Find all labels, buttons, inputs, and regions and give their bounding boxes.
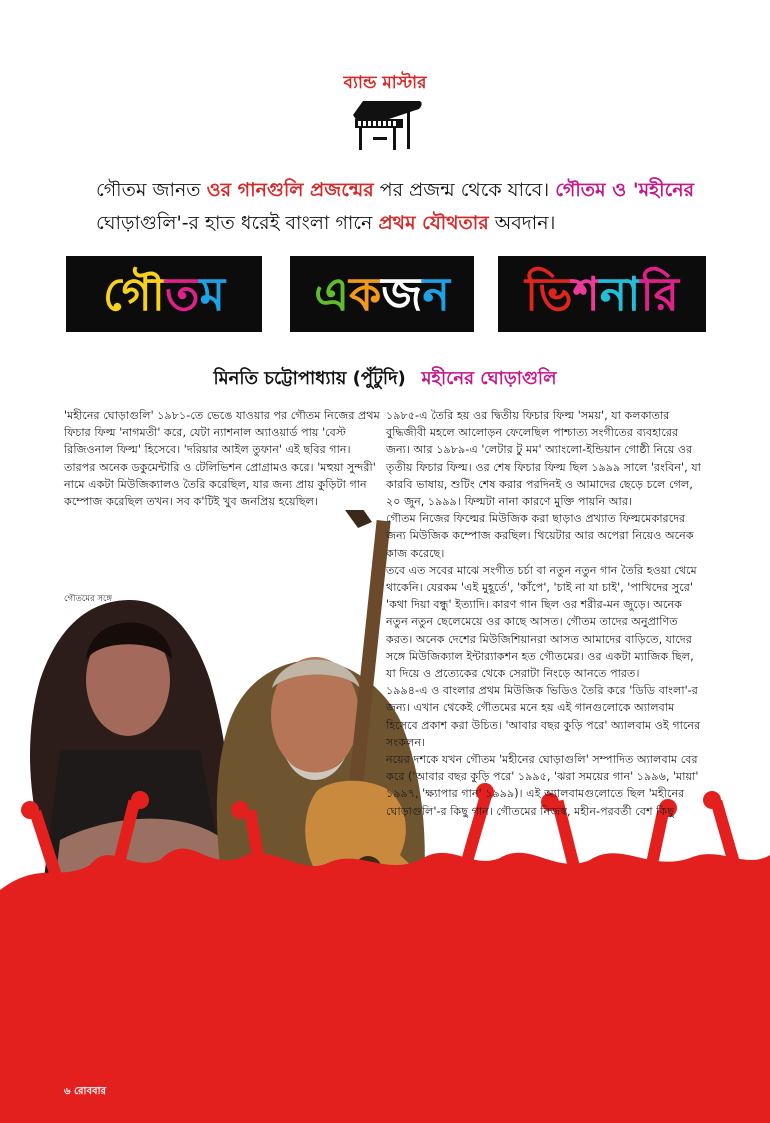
intro-blurb	[96, 174, 696, 240]
headline-glyph: গৌ	[102, 267, 165, 321]
headline-glyph: রি	[640, 267, 679, 321]
article-paragraph: 'মহীনের ঘোড়াগুলি' ১৯৮১-তে ভেঙে যাওয়ার পর গৌতম নিজের প্রথম ফিচার ফিল্ম 'নাগমতী' করে, যেটা ন্যাশনাল অ্যাওয়ার্ড পায় 'বেস্ট রিজিওনাল ফিল্ম' হিসেবে। 'দরিয়ার আইল তুফান' এই ছবির গান। তারপর অনেক ডকুমেন্টারি ও টেলিভিশন প্রোগ্রামও করে। 'মহুয়া সুন্দরী' নামে একটা মিউজিক্যালও তৈরি করেছিল, যার জন্য প্রায় কুড়িটা গান কম্পোজ করেছিল তখন। সব ক'টিই খুব জনপ্রিয় হয়েছিল।	[64, 409, 380, 509]
article-left-column	[64, 407, 382, 510]
headline	[66, 256, 706, 332]
headline-word-3	[498, 256, 706, 332]
intro-highlight: প্রথম যৌথতার	[378, 212, 489, 234]
headline-glyph: শ	[572, 267, 600, 321]
article-paragraph: ১৯৮৫-এ তৈরি হয় ওর দ্বিতীয় ফিচার ফিল্ম 'সময়', যা কলকাতার বুদ্ধিজীবী মহলে আলোড়ন ফেলেছিল পাশ্চাত্য সংগীতের ব্যবহারের জন্য। আর ১৯৮৯-এ 'লেটার টু মম' অ্যাংলো-ইন্ডিয়ান গোষ্ঠী নিয়ে ওর তৃতীয় ফিচার ফিল্ম। ওর শেষ ফিচার ফিল্ম ছিল ১৯৯৯ সালে 'রংবিন', যা কারবি ভাষায়, শুটিং শেষ করার পরদিনই ও আমাদের ছেড়ে চলে গেল, ২০ জুন, ১৯৯৯। ফিল্মটা নানা কারণে মুক্তি পায়নি আর।	[386, 409, 701, 509]
headline-word-1	[66, 256, 262, 332]
headline-glyph: ন	[422, 267, 450, 321]
article-paragraph: ১৯৯৪-এ ও বাংলার প্রথম মিউজিক ভিডিও তৈরি করে 'ডিডি বাংলা'-র জন্য। এখান থেকেই গৌতমের মনে হয় এই গানগুলোকে অ্যালবাম হিসেবে প্রকাশ করা উচিত। 'আবার বছর কুড়ি পরে' অ্যালবাম ওই গানের সংকলন।	[386, 684, 701, 749]
page-folio: ৬ রোববার	[64, 1086, 106, 1097]
article-right-column	[386, 407, 704, 820]
headline-glyph: জ	[381, 267, 423, 321]
byline-band: মহীনের ঘোড়াগুলি	[421, 368, 557, 389]
byline	[0, 364, 770, 395]
byline-author: মিনতি চট্টোপাধ্যায় (পুঁটুদি)	[213, 368, 406, 389]
intro-highlight: ওর গানগুলি প্রজন্মের	[206, 179, 374, 201]
headline-glyph: না	[599, 267, 641, 321]
headline-word-2	[290, 256, 474, 332]
article-paragraph: নয়ের দশকে যখন গৌতম 'মহীনের ঘোড়াগুলি' সম্পাদিত অ্যালবাম বের করে ('আবার বছর কুড়ি পরে' ১৯৯৫, 'ঝরা সময়ের গান' ১৯৯৬, 'মায়া' ১৯৯৭, 'ক্ষ্যাপার গান' ১৯৯৯)। এই অ্যালবামগুলোতে ছিল 'মহীনের ঘোড়াগুলি'-র কিছু গান। গৌতমের নিজস্ব, মহীন-পরবর্তী বেশ কিছু	[386, 753, 699, 818]
intro-part: ঘোড়াগুলি'-র হাত ধরেই বাংলা গানে	[96, 212, 373, 234]
intro-part: অবদান।	[494, 212, 556, 234]
headline-glyph: ভি	[525, 267, 573, 321]
intro-part: পর প্রজন্ম থেকে যাবে।	[379, 179, 550, 201]
intro-highlight: গৌতম ও 'মহীনের	[555, 179, 695, 201]
intro-part: গৌতম জানত	[96, 179, 201, 201]
article-paragraph: তবে এত সবের মাঝে সংগীত চর্চা বা নতুন নতুন গান তৈরি হওয়া থেমে থাকেনি। যেরকম 'এই মুহূর্তে', 'কাঁপে', 'চাই না যা চাই', 'পাখিদের সুরে' 'কথা দিয়া বন্ধু' ইত্যাদি। কারণ গান ছিল ওর শরীর-মন জুড়ে। অনেক নতুন নতুন ছেলেমেয়ে ওর কাছে আসত। গৌতম তাদের অনুপ্রাণিত করত। অনেক দেশের মিউজিশিয়ানরা আসত আমাদের বাড়িতে, যাদের সঙ্গে মিউজিক্যাল ইন্টার‍্যাকশন হত গৌতমের। ওর একটা ম্যাজিক ছিল, যা দিয়ে ও প্রত্যেকের থেকে সেরাটা নিংড়ে আনতে পারত।	[386, 563, 697, 681]
grand-piano-icon	[349, 97, 425, 153]
section-label: ব্যান্ড মাস্টার	[343, 73, 427, 93]
photo-caption: গৌতমের সঙ্গে	[64, 594, 113, 604]
headline-glyph: ক	[349, 267, 382, 321]
article-paragraph: গৌতম নিজের ফিল্মের মিউজিক করা ছাড়াও প্রখ্যাত ফিল্মমেকারদের জন্য মিউজিক কম্পোজ করছিল। থিয়েটার আর অপেরা নিয়েও অনেক কাজ করেছে।	[386, 512, 694, 560]
headline-glyph: ত	[164, 267, 200, 321]
headline-glyph: ম	[199, 267, 226, 321]
headline-glyph: এ	[314, 267, 350, 321]
